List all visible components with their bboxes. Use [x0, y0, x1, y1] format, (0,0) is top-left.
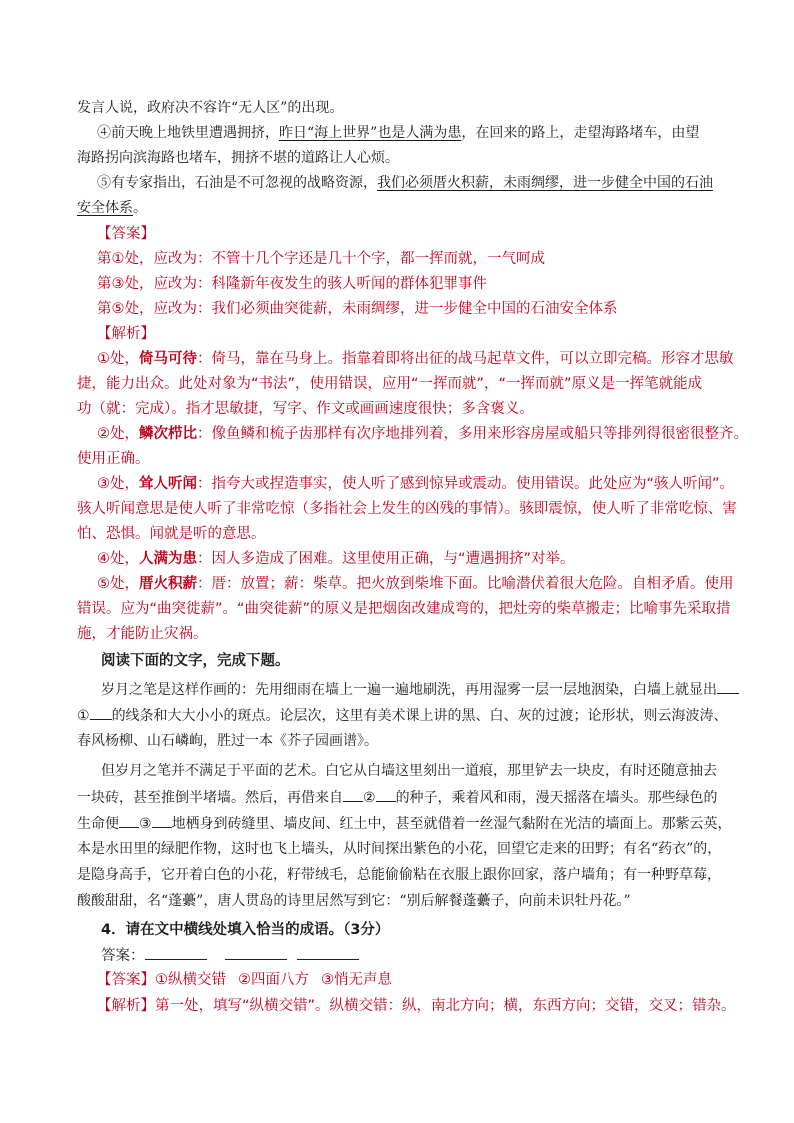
question-title: 4．请在文中横线处填入恰当的成语。（3分） [101, 922, 390, 938]
analysis-line: 功（就：完成）。指才思敏捷，写字、作文或画画速度很快；多含褒义。 [77, 401, 534, 417]
passage-text: ④前天晚上地铁里遭遇拥挤， [97, 125, 279, 141]
passage-line [97, 173, 713, 193]
idiom-term: 倚马可待 [139, 351, 197, 367]
answer-blanks: 答案： [101, 945, 359, 966]
answer-line: 第⑤处，应改为：我们必须曲突徙薪，未雨绸缪，进一步健全中国的石油安全体系 [97, 301, 618, 317]
blank-marker: ① [77, 708, 90, 724]
reading-line: 生命便 ③ 地栖身到砖缝里、墙皮间、红土中，甚至就借着一丝湿气黏附在光洁的墙面上。那紫云英， [77, 813, 732, 834]
blank-marker: ② [363, 790, 376, 806]
answer-blank-1[interactable] [145, 945, 207, 960]
analysis-line: 施，才能防止灾祸。 [77, 626, 208, 642]
analysis-line: ⑤处，厝火积薪：厝：放置；薪：柴草。把火放到柴堆下面。比喻潜伏着很大危险。自相矛盾。使用 [97, 576, 734, 592]
answer-line: 第①处，应改为：不管十几个字还是几十个字，都一挥而就，一气呵成 [97, 251, 545, 267]
answer-line: 【答案】①纵横交错 ②四面八方 ③悄无声息 [97, 972, 392, 988]
reading-line: 一块砖，甚至推倒半堵墙。然后，再借来自 ② 的种子，乘着风和雨，漫天摇落在墙头。那些绿色的 [77, 787, 718, 808]
idiom-term: 鳞次栉比 [139, 426, 197, 442]
passage-line: 安全体系。 [77, 200, 147, 216]
analysis-line: ②处，鳞次栉比：像鱼鳞和梳子齿那样有次序地排列着，多用来形容房屋或船只等排列得很密很整齐。 [97, 426, 748, 442]
blank-marker: ③ [139, 816, 152, 832]
analysis-line: 【解析】第一处，填写“纵横交错”。纵横交错：纵，南北方向；横，东西方向；交错，交叉；错杂。 [97, 998, 736, 1014]
passage-line [77, 98, 343, 118]
underlined-sentence: 安全体系 [77, 200, 133, 216]
reading-line: 但岁月之笔并不满足于平面的艺术。白它从白墙这里刻出一道痕，那里铲去一块皮，有时还随意抽去 [101, 763, 717, 779]
reading-line: 是隐身高手，它开着白色的小花，籽带绒毛，总能偷偷粘在衣服上跟你回家，落户墙角；有一种野草莓， [77, 867, 721, 883]
analysis-tag: 【解析】 [97, 326, 155, 342]
answer-blank-3[interactable] [297, 945, 359, 960]
idiom-term: 人满为患 [139, 551, 197, 567]
reading-line: 岁月之笔是这样作画的：先用细雨在墙上一遍一遍地刷洗，再用湿雾一层一层地洇染，白墙上就显出 [101, 679, 739, 700]
analysis-line: 错误。应为“曲突徙薪”。“曲突徙薪”的原义是把烟囱改建成弯的，把灶旁的柴草搬走；比喻事先采取措 [77, 601, 731, 617]
analysis-line: ③处，耸人听闻：指夸大或捏造事实，使人听了感到惊异或震动。使用错误。此处应为“骇人听闻”。 [97, 476, 735, 492]
answer-blank-2[interactable] [225, 945, 287, 960]
answer-line: 第③处，应改为：科隆新年夜发生的骇人听闻的群体犯罪事件 [97, 276, 487, 292]
passage-text: 发言人说，政府决不容许“无人区”的出现。 [77, 100, 344, 116]
fill-blank[interactable] [90, 705, 112, 720]
analysis-line: 使用正确。 [77, 451, 150, 467]
reading-line: 春风杨柳、山石嶙峋，胜过一本《芥子园画谱》。 [77, 733, 378, 749]
idiom-term: 厝火积薪 [139, 576, 197, 592]
fill-blank[interactable] [152, 813, 172, 828]
answer-tag: 【答案】 [97, 226, 155, 242]
reading-line: 酸酸甜甜，名“蓬虆”，唐人贯岛的诗里居然写到它：“别后解餐蓬虆子，向前未识牡丹花。” [77, 893, 631, 909]
passage-text: 海路拐向滨海路也堵车，拥挤不堪的道路让人心烦。 [77, 150, 399, 166]
passage-line [77, 148, 399, 168]
analysis-line: 骇人听闻意思是使人听了非常吃惊（多指社会上发生的凶残的事情）。骇即震惊，使人听了非常吃惊、害 [77, 501, 737, 517]
analysis-line: ①处，倚马可待：倚马，靠在马身上。指靠着即将出征的战马起草文件，可以立即完稿。形容才思敏 [97, 351, 734, 367]
passage-text: ⑤有专家指出，石油是不可忽视的战略资源， [97, 175, 377, 191]
passage-line [97, 123, 699, 143]
underlined-sentence: 昨日“海上世界”也是人满为患 [279, 125, 462, 141]
fill-blank[interactable] [376, 787, 396, 802]
fill-blank[interactable] [119, 813, 139, 828]
fill-blank[interactable] [343, 787, 363, 802]
fill-blank[interactable] [717, 679, 739, 694]
analysis-line: ④处，人满为患：因人多造成了困难。这里使用正确，与“遭遇拥挤”对举。 [97, 551, 575, 567]
passage-text: ，在回来的路上，走望海路堵车，由望 [461, 125, 700, 141]
underlined-sentence: 我们必须厝火积薪，未雨绸缪，进一步健全中国的石油 [377, 175, 713, 191]
idiom-term: 耸人听闻 [139, 476, 197, 492]
reading-line: 本是水田里的绿肥作物，这时也飞上墙头，从时间探出紫色的小花，回望它走来的田野；有名“药衣”的， [77, 841, 722, 857]
analysis-line: 怕、恐惧。闻就是听的意思。 [77, 526, 266, 542]
analysis-line: 捷，能力出众。此处对象为“书法”，使用错误，应用“一挥而就”，“一挥而就”原义是一挥笔就能成 [77, 376, 703, 392]
reading-line: ① 的线条和大大小小的斑点。论层次，这里有美术课上讲的黑、白、灰的过渡；论形状，则云海波涛、 [77, 705, 728, 726]
section-heading: 阅读下面的文字，完成下题。 [101, 653, 290, 669]
